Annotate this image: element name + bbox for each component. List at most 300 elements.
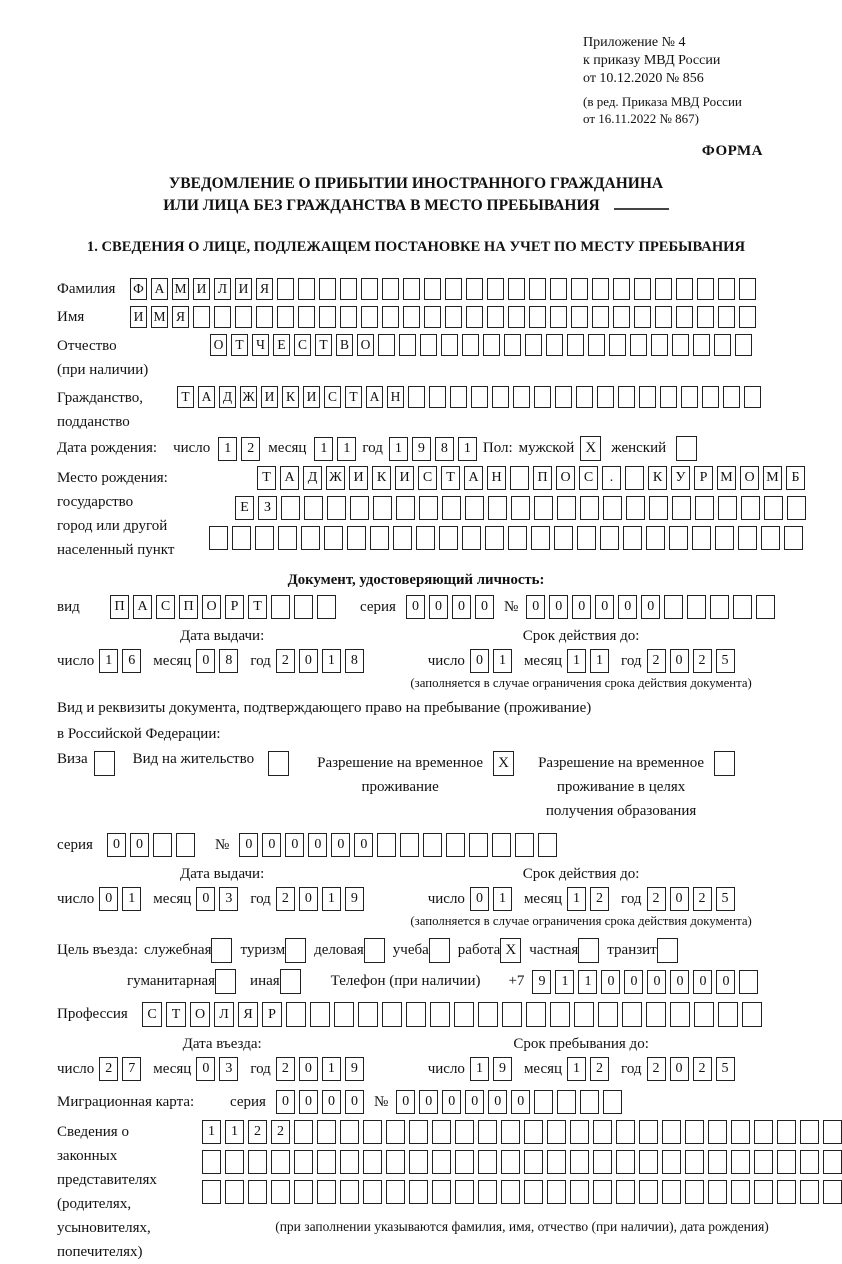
char-cell[interactable] [469,833,488,857]
char-cell[interactable] [424,306,441,328]
char-cell[interactable] [708,1150,727,1174]
char-cell[interactable] [603,1090,622,1114]
char-cell[interactable] [350,496,369,520]
char-cell[interactable] [580,496,599,520]
char-cell[interactable]: 1 [314,437,333,461]
char-cell[interactable] [317,1120,336,1144]
char-cell[interactable] [529,306,546,328]
char-cell[interactable]: 1 [470,1057,489,1081]
char-cell[interactable] [739,970,758,994]
char-cell[interactable] [526,1002,546,1027]
char-cell[interactable] [598,1002,618,1027]
char-cell[interactable]: 0 [452,595,471,619]
char-cell[interactable]: М [763,466,782,490]
char-cell[interactable]: 0 [107,833,126,857]
char-cell[interactable]: 0 [624,970,643,994]
char-cell[interactable]: Ж [240,386,257,408]
char-cell[interactable]: Р [262,1002,282,1027]
char-cell[interactable]: Р [694,466,713,490]
char-cell[interactable] [488,496,507,520]
char-cell[interactable]: 0 [345,1090,364,1114]
char-cell[interactable]: 0 [354,833,373,857]
char-cell[interactable] [570,1180,589,1204]
char-cell[interactable] [557,1090,576,1114]
char-cell[interactable]: 3 [219,1057,238,1081]
char-cell[interactable]: 2 [590,1057,609,1081]
char-cell[interactable]: 0 [285,833,304,857]
char-cell[interactable] [271,1150,290,1174]
char-cell[interactable] [382,306,399,328]
char-cell[interactable]: 2 [99,1057,118,1081]
visa-checkbox[interactable] [94,751,115,776]
char-cell[interactable]: А [280,466,299,490]
char-cell[interactable] [340,1150,359,1174]
char-cell[interactable]: П [179,595,198,619]
char-cell[interactable] [403,278,420,300]
char-cell[interactable]: 0 [299,1090,318,1114]
char-cell[interactable]: 1 [458,437,477,461]
char-cell[interactable]: 0 [442,1090,461,1114]
char-cell[interactable] [153,833,172,857]
char-cell[interactable]: И [235,278,252,300]
char-cell[interactable] [225,1150,244,1174]
char-cell[interactable]: Н [487,466,506,490]
char-cell[interactable]: Л [214,1002,234,1027]
char-cell[interactable] [409,1120,428,1144]
char-cell[interactable]: З [258,496,277,520]
char-cell[interactable]: С [324,386,341,408]
char-cell[interactable]: 1 [493,887,512,911]
char-cell[interactable]: О [357,334,374,356]
char-cell[interactable] [580,1090,599,1114]
char-cell[interactable] [445,278,462,300]
char-cell[interactable]: Ч [252,334,269,356]
char-cell[interactable] [574,1002,594,1027]
char-cell[interactable] [403,306,420,328]
char-cell[interactable] [419,496,438,520]
char-cell[interactable] [334,1002,354,1027]
char-cell[interactable] [715,526,734,550]
char-cell[interactable] [317,1150,336,1174]
char-cell[interactable] [800,1150,819,1174]
char-cell[interactable] [710,595,729,619]
char-cell[interactable]: И [261,386,278,408]
char-cell[interactable] [702,386,719,408]
char-cell[interactable] [176,833,195,857]
char-cell[interactable]: А [366,386,383,408]
char-cell[interactable]: 1 [493,649,512,673]
char-cell[interactable]: С [579,466,598,490]
char-cell[interactable] [271,1180,290,1204]
char-cell[interactable] [432,1120,451,1144]
char-cell[interactable]: А [151,278,168,300]
char-cell[interactable] [409,1150,428,1174]
char-cell[interactable]: 0 [419,1090,438,1114]
char-cell[interactable] [664,595,683,619]
char-cell[interactable] [823,1150,842,1174]
char-cell[interactable]: 0 [308,833,327,857]
char-cell[interactable] [373,496,392,520]
char-cell[interactable]: 0 [618,595,637,619]
char-cell[interactable] [639,386,656,408]
char-cell[interactable] [202,1150,221,1174]
char-cell[interactable]: С [294,334,311,356]
char-cell[interactable]: 9 [345,1057,364,1081]
char-cell[interactable]: М [717,466,736,490]
char-cell[interactable]: 1 [567,1057,586,1081]
char-cell[interactable]: О [190,1002,210,1027]
char-cell[interactable] [277,278,294,300]
char-cell[interactable] [685,1150,704,1174]
char-cell[interactable] [478,1150,497,1174]
char-cell[interactable]: 0 [262,833,281,857]
char-cell[interactable] [317,595,336,619]
char-cell[interactable] [723,386,740,408]
char-cell[interactable]: С [418,466,437,490]
char-cell[interactable] [363,1180,382,1204]
char-cell[interactable] [256,306,273,328]
char-cell[interactable] [255,526,274,550]
char-cell[interactable] [685,1180,704,1204]
char-cell[interactable] [550,1002,570,1027]
char-cell[interactable] [281,496,300,520]
char-cell[interactable]: 0 [299,1057,318,1081]
char-cell[interactable]: 5 [716,887,735,911]
char-cell[interactable]: Р [225,595,244,619]
char-cell[interactable] [823,1120,842,1144]
char-cell[interactable] [406,1002,426,1027]
char-cell[interactable] [764,496,783,520]
char-cell[interactable] [471,386,488,408]
char-cell[interactable]: 2 [647,1057,666,1081]
char-cell[interactable] [513,386,530,408]
char-cell[interactable]: Т [248,595,267,619]
char-cell[interactable] [400,833,419,857]
char-cell[interactable] [625,466,644,490]
char-cell[interactable] [248,1180,267,1204]
char-cell[interactable] [731,1180,750,1204]
char-cell[interactable] [386,1180,405,1204]
char-cell[interactable] [600,526,619,550]
char-cell[interactable] [271,595,290,619]
char-cell[interactable] [613,278,630,300]
char-cell[interactable]: 8 [345,649,364,673]
char-cell[interactable]: 2 [271,1120,290,1144]
char-cell[interactable] [232,526,251,550]
char-cell[interactable] [547,1180,566,1204]
char-cell[interactable] [662,1180,681,1204]
char-cell[interactable] [634,306,651,328]
char-cell[interactable]: 1 [578,970,597,994]
char-cell[interactable] [567,334,584,356]
char-cell[interactable] [502,1002,522,1027]
char-cell[interactable] [432,1150,451,1174]
char-cell[interactable] [622,1002,642,1027]
char-cell[interactable] [462,334,479,356]
char-cell[interactable] [634,278,651,300]
char-cell[interactable] [570,1150,589,1174]
char-cell[interactable]: 0 [276,1090,295,1114]
char-cell[interactable] [319,278,336,300]
char-cell[interactable]: С [156,595,175,619]
char-cell[interactable]: А [464,466,483,490]
char-cell[interactable]: Е [235,496,254,520]
char-cell[interactable]: 5 [716,649,735,673]
char-cell[interactable] [361,306,378,328]
char-cell[interactable]: 1 [122,887,141,911]
char-cell[interactable]: 0 [641,595,660,619]
char-cell[interactable]: 9 [493,1057,512,1081]
char-cell[interactable] [524,1120,543,1144]
char-cell[interactable]: 1 [389,437,408,461]
char-cell[interactable] [310,1002,330,1027]
char-cell[interactable] [603,496,622,520]
char-cell[interactable] [546,334,563,356]
char-cell[interactable] [504,334,521,356]
residence-checkbox[interactable] [268,751,289,776]
char-cell[interactable]: Т [177,386,194,408]
char-cell[interactable] [409,1180,428,1204]
char-cell[interactable] [324,526,343,550]
char-cell[interactable]: 0 [299,649,318,673]
char-cell[interactable] [593,1120,612,1144]
char-cell[interactable] [739,306,756,328]
char-cell[interactable] [386,1120,405,1144]
char-cell[interactable] [742,1002,762,1027]
char-cell[interactable] [577,526,596,550]
char-cell[interactable] [382,278,399,300]
char-cell[interactable] [669,526,688,550]
char-cell[interactable] [570,1120,589,1144]
char-cell[interactable] [317,1180,336,1204]
char-cell[interactable]: Т [231,334,248,356]
char-cell[interactable] [555,386,572,408]
char-cell[interactable]: 2 [647,649,666,673]
char-cell[interactable] [697,278,714,300]
char-cell[interactable] [235,306,252,328]
char-cell[interactable] [248,1150,267,1174]
char-cell[interactable]: Д [219,386,236,408]
char-cell[interactable] [731,1150,750,1174]
char-cell[interactable] [672,334,689,356]
purpose-official-checkbox[interactable] [211,938,232,963]
char-cell[interactable] [550,306,567,328]
char-cell[interactable] [501,1180,520,1204]
char-cell[interactable] [294,595,313,619]
char-cell[interactable]: 6 [122,649,141,673]
char-cell[interactable] [396,496,415,520]
char-cell[interactable]: 2 [248,1120,267,1144]
char-cell[interactable] [340,1180,359,1204]
char-cell[interactable] [623,526,642,550]
char-cell[interactable] [693,334,710,356]
char-cell[interactable] [294,1150,313,1174]
char-cell[interactable]: М [172,278,189,300]
char-cell[interactable]: П [533,466,552,490]
char-cell[interactable]: А [133,595,152,619]
char-cell[interactable] [672,496,691,520]
char-cell[interactable] [576,386,593,408]
char-cell[interactable] [694,1002,714,1027]
char-cell[interactable]: 0 [470,887,489,911]
char-cell[interactable]: 7 [122,1057,141,1081]
char-cell[interactable]: 1 [99,649,118,673]
char-cell[interactable] [202,1180,221,1204]
char-cell[interactable] [485,526,504,550]
char-cell[interactable] [508,278,525,300]
char-cell[interactable] [378,334,395,356]
char-cell[interactable]: 0 [693,970,712,994]
char-cell[interactable] [363,1150,382,1174]
char-cell[interactable] [442,496,461,520]
char-cell[interactable] [466,306,483,328]
char-cell[interactable]: П [110,595,129,619]
char-cell[interactable]: А [198,386,215,408]
char-cell[interactable]: О [210,334,227,356]
char-cell[interactable] [531,526,550,550]
char-cell[interactable]: Т [257,466,276,490]
char-cell[interactable]: 1 [322,649,341,673]
char-cell[interactable]: 0 [331,833,350,857]
char-cell[interactable]: Т [166,1002,186,1027]
char-cell[interactable] [209,526,228,550]
char-cell[interactable]: 5 [716,1057,735,1081]
char-cell[interactable]: Л [214,278,231,300]
char-cell[interactable] [593,1180,612,1204]
char-cell[interactable] [738,526,757,550]
char-cell[interactable]: Я [172,306,189,328]
edu-permit-checkbox[interactable] [714,751,735,776]
char-cell[interactable] [718,306,735,328]
char-cell[interactable] [718,1002,738,1027]
char-cell[interactable] [478,1002,498,1027]
char-cell[interactable] [286,1002,306,1027]
char-cell[interactable] [363,1120,382,1144]
char-cell[interactable] [358,1002,378,1027]
char-cell[interactable] [455,1120,474,1144]
char-cell[interactable]: 0 [322,1090,341,1114]
char-cell[interactable] [735,334,752,356]
char-cell[interactable]: 0 [470,649,489,673]
char-cell[interactable]: 2 [590,887,609,911]
char-cell[interactable]: 1 [225,1120,244,1144]
char-cell[interactable]: 0 [670,649,689,673]
char-cell[interactable] [319,306,336,328]
male-checkbox[interactable]: X [580,436,601,461]
char-cell[interactable] [529,278,546,300]
char-cell[interactable] [225,1180,244,1204]
char-cell[interactable]: К [282,386,299,408]
char-cell[interactable]: 2 [241,437,260,461]
char-cell[interactable]: 0 [716,970,735,994]
char-cell[interactable]: 0 [601,970,620,994]
char-cell[interactable] [492,833,511,857]
char-cell[interactable] [649,496,668,520]
char-cell[interactable]: 2 [693,887,712,911]
char-cell[interactable]: 1 [567,887,586,911]
char-cell[interactable] [538,833,557,857]
char-cell[interactable] [787,496,806,520]
char-cell[interactable] [588,334,605,356]
char-cell[interactable] [361,278,378,300]
char-cell[interactable] [741,496,760,520]
char-cell[interactable]: О [556,466,575,490]
char-cell[interactable] [424,278,441,300]
char-cell[interactable] [739,278,756,300]
char-cell[interactable]: 0 [396,1090,415,1114]
temp-permit-checkbox[interactable]: X [493,751,514,776]
purpose-private-checkbox[interactable] [578,938,599,963]
char-cell[interactable] [618,386,635,408]
char-cell[interactable] [613,306,630,328]
char-cell[interactable]: 1 [218,437,237,461]
char-cell[interactable] [277,306,294,328]
char-cell[interactable]: 1 [202,1120,221,1144]
char-cell[interactable] [718,278,735,300]
purpose-transit-checkbox[interactable] [657,938,678,963]
char-cell[interactable]: 2 [647,887,666,911]
char-cell[interactable]: 0 [99,887,118,911]
char-cell[interactable] [761,526,780,550]
purpose-tourism-checkbox[interactable] [285,938,306,963]
char-cell[interactable] [370,526,389,550]
char-cell[interactable] [662,1120,681,1144]
char-cell[interactable] [670,1002,690,1027]
char-cell[interactable] [455,1180,474,1204]
purpose-other-checkbox[interactable] [280,969,301,994]
char-cell[interactable] [492,386,509,408]
char-cell[interactable] [327,496,346,520]
char-cell[interactable] [639,1120,658,1144]
char-cell[interactable] [510,466,529,490]
char-cell[interactable]: 9 [412,437,431,461]
char-cell[interactable] [432,1180,451,1204]
char-cell[interactable]: 0 [196,649,215,673]
char-cell[interactable] [597,386,614,408]
char-cell[interactable]: М [151,306,168,328]
char-cell[interactable] [646,526,665,550]
char-cell[interactable] [754,1180,773,1204]
char-cell[interactable] [193,306,210,328]
char-cell[interactable] [655,306,672,328]
char-cell[interactable] [731,1120,750,1144]
char-cell[interactable]: 0 [549,595,568,619]
char-cell[interactable]: 0 [299,887,318,911]
char-cell[interactable] [450,386,467,408]
char-cell[interactable]: 1 [322,1057,341,1081]
char-cell[interactable] [430,1002,450,1027]
char-cell[interactable] [278,526,297,550]
char-cell[interactable] [304,496,323,520]
char-cell[interactable]: У [671,466,690,490]
char-cell[interactable] [756,595,775,619]
char-cell[interactable] [524,1150,543,1174]
char-cell[interactable]: К [648,466,667,490]
char-cell[interactable]: Б [786,466,805,490]
char-cell[interactable]: 9 [532,970,551,994]
char-cell[interactable] [687,595,706,619]
char-cell[interactable] [483,334,500,356]
char-cell[interactable] [478,1180,497,1204]
char-cell[interactable] [455,1150,474,1174]
char-cell[interactable] [377,833,396,857]
char-cell[interactable] [347,526,366,550]
char-cell[interactable] [465,496,484,520]
char-cell[interactable]: 1 [337,437,356,461]
char-cell[interactable] [399,334,416,356]
char-cell[interactable] [616,1150,635,1174]
char-cell[interactable]: 0 [595,595,614,619]
